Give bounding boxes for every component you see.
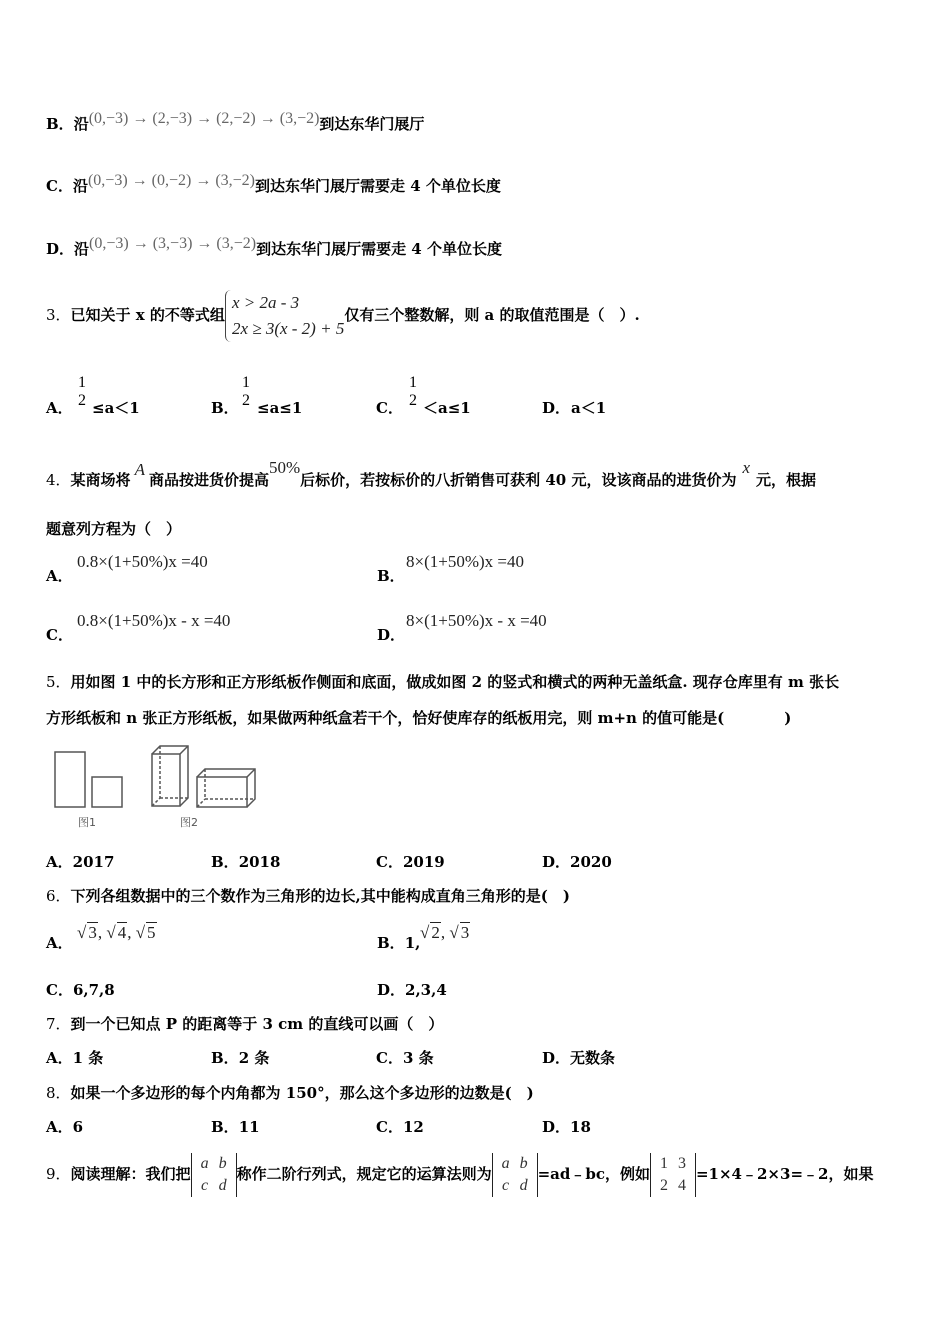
- formula: 8×(1+50%)x =40: [406, 552, 524, 571]
- inequality-system: [225, 290, 344, 342]
- fraction-numerator: 1: [409, 374, 417, 391]
- question-text: 商品按进货价提高: [148, 471, 269, 489]
- question-number: 6．: [46, 887, 71, 905]
- fraction-numerator: 1: [242, 374, 250, 391]
- q5-stem-line1: [46, 672, 839, 692]
- option-label: B．: [377, 567, 405, 585]
- radicand: 5: [147, 923, 156, 942]
- q2-option-c: [46, 172, 501, 197]
- q4-stem: [46, 458, 817, 490]
- determinant-abcd: [191, 1153, 237, 1197]
- square-board: [92, 777, 122, 807]
- question-text: 称作二阶行列式，规定它的运算法则为: [236, 1165, 492, 1183]
- question-number: 4．: [46, 471, 71, 489]
- option-text: 1,: [404, 934, 421, 952]
- vertical-box: [152, 746, 188, 806]
- det-cell: d: [218, 1177, 227, 1194]
- fraction-denominator: 2: [78, 392, 86, 409]
- radicand: 3: [88, 923, 97, 942]
- question-text: 后标价，若按标价的八折销售可获利 40 元，设该商品的进货价为: [300, 471, 737, 489]
- option-text: 11: [238, 1118, 260, 1136]
- option-label: C．: [376, 1049, 403, 1067]
- question-text: =ad﹣bc，例如: [537, 1165, 650, 1183]
- option-text: 6,7,8: [72, 981, 115, 999]
- option-label: A．: [46, 567, 73, 585]
- fraction-denominator: 2: [242, 392, 250, 409]
- option-text: 2020: [570, 853, 612, 871]
- formula: 0.8×(1+50%)x - x =40: [77, 611, 231, 630]
- det-cell: a: [501, 1155, 510, 1172]
- option-c: [376, 852, 445, 872]
- option-text: 2019: [402, 853, 445, 871]
- determinant-rule: [492, 1153, 538, 1197]
- q6-option-c: [46, 980, 115, 1000]
- option-text: a＜1: [571, 399, 607, 417]
- q6-option-b: [377, 933, 420, 953]
- q3-stem: [46, 290, 640, 342]
- q6-option-d: [377, 980, 447, 1000]
- det-cell: 4: [677, 1177, 686, 1194]
- option-label: C．: [46, 177, 73, 195]
- option-label: D．: [377, 626, 406, 644]
- option-text: 无数条: [570, 1049, 616, 1067]
- coordinate-path: (0,−3) → (2,−3) → (2,−2) → (3,−2): [88, 110, 320, 127]
- question-number: 8．: [46, 1084, 71, 1102]
- fraction: [242, 374, 250, 410]
- det-cell: d: [519, 1177, 528, 1194]
- option-label: B．: [211, 1049, 239, 1067]
- option-label: D．: [377, 981, 406, 999]
- option-prefix: 沿: [73, 115, 89, 133]
- question-text: 到一个已知点 P 的距离等于 3 cm 的直线可以画（ ）: [70, 1015, 444, 1033]
- percentage: 50%: [268, 458, 301, 477]
- option-text: 2017: [72, 853, 115, 871]
- question-text: 某商场将: [70, 471, 131, 489]
- option-d: [542, 1048, 615, 1068]
- option-label: A．: [46, 934, 73, 952]
- q4-option-d: [377, 625, 405, 645]
- question-text: 阅读理解：我们把: [70, 1165, 191, 1183]
- option-label: B．: [211, 853, 239, 871]
- option-text: 到达东华门展厅需要走 4 个单位长度: [256, 240, 502, 258]
- variable-a: A: [134, 460, 145, 479]
- option-label: A．: [46, 399, 73, 417]
- fraction-numerator: 1: [78, 374, 86, 391]
- formula: 8×(1+50%)x - x =40: [406, 611, 547, 630]
- option-label: A．: [46, 853, 73, 871]
- option-label: C．: [376, 853, 403, 871]
- det-cell: a: [200, 1155, 209, 1172]
- sqrt-list-a: √ 3, √ 4, √ 5: [77, 923, 156, 942]
- formula: 0.8×(1+50%)x =40: [77, 552, 208, 571]
- option-prefix: 沿: [72, 177, 88, 195]
- option-c: [376, 1117, 424, 1137]
- q4-option-c: [46, 625, 73, 645]
- option-label: A．: [46, 1118, 73, 1136]
- option-label: C．: [376, 399, 403, 417]
- radicand: 2: [431, 923, 440, 942]
- radicand: 4: [117, 923, 127, 942]
- option-text: 到达东华门展厅需要走 4 个单位长度: [255, 177, 501, 195]
- det-cell: 2: [659, 1177, 668, 1194]
- q4-stem-line2: 题意列方程为（ ）: [46, 520, 182, 538]
- inequality-2: 2x ≥ 3(x - 2) + 5: [231, 319, 345, 338]
- option-text: ≤a≤1: [257, 399, 303, 417]
- option-text: 2 条: [238, 1049, 270, 1067]
- radicand: 3: [460, 923, 470, 942]
- option-label: B．: [46, 115, 74, 133]
- figure1-caption: 图1: [78, 816, 96, 829]
- figure2-caption: 图2: [180, 816, 198, 829]
- option-label: D．: [542, 1118, 571, 1136]
- fraction: [78, 374, 86, 410]
- option-b: [211, 1048, 269, 1068]
- det-cell: c: [201, 1177, 209, 1194]
- option-label: D．: [542, 1049, 571, 1067]
- option-d: [542, 1117, 591, 1137]
- option-label: C．: [376, 1118, 403, 1136]
- determinant-example: [650, 1153, 696, 1197]
- det-cell: b: [218, 1155, 227, 1172]
- q6-option-a: [46, 933, 73, 953]
- q2-option-d: [46, 235, 502, 260]
- det-cell: 1: [659, 1155, 668, 1172]
- option-label: A．: [46, 1049, 73, 1067]
- q4-option-a: [46, 566, 73, 586]
- coordinate-path: (0,−3) → (0,−2) → (3,−2): [87, 172, 256, 189]
- coordinate-path: (0,−3) → (3,−3) → (3,−2): [89, 235, 257, 252]
- option-a: [46, 1048, 103, 1068]
- option-text: ≤a＜1: [92, 399, 140, 417]
- rectangle-board: [55, 752, 85, 807]
- det-cell: b: [519, 1155, 528, 1172]
- option-label: D．: [542, 853, 571, 871]
- question-text: 元，根据: [756, 471, 817, 489]
- option-label: D．: [46, 240, 75, 258]
- option-b: [211, 1117, 260, 1137]
- option-label: B．: [211, 399, 239, 417]
- option-text: 12: [402, 1118, 424, 1136]
- option-label: B．: [377, 934, 405, 952]
- question-number: 7．: [46, 1015, 71, 1033]
- option-label: C．: [46, 981, 73, 999]
- sqrt-list-b: √ 2, √ 3: [420, 923, 470, 942]
- question-text: 下列各组数据中的三个数作为三角形的边长,其中能构成直角三角形的是( ): [70, 887, 570, 905]
- option-text: ＜a≤1: [423, 399, 471, 417]
- variable-x: x: [742, 458, 751, 477]
- option-text: 3 条: [402, 1049, 434, 1067]
- question-text: 如果一个多边形的每个内角都为 150°，那么这个多边形的边数是( ): [70, 1084, 534, 1102]
- option-text: 6: [72, 1118, 84, 1136]
- option-prefix: 沿: [74, 240, 90, 258]
- question-number: 9．: [46, 1165, 71, 1183]
- q7-stem: [46, 1014, 443, 1034]
- option-label: B．: [211, 1118, 239, 1136]
- box-figures: [50, 742, 265, 832]
- question-number: 5．: [46, 673, 71, 691]
- option-b: [211, 852, 280, 872]
- fraction-denominator: 2: [409, 392, 417, 409]
- option-text: 2,3,4: [405, 981, 447, 999]
- question-number: 3．: [46, 306, 71, 324]
- option-label: C．: [46, 626, 73, 644]
- q6-stem: [46, 886, 570, 906]
- det-cell: c: [502, 1177, 510, 1194]
- inequality-1: x > 2a - 3: [231, 293, 300, 312]
- option-text: 2018: [238, 853, 281, 871]
- q4-option-b: [377, 566, 405, 586]
- option-a: [46, 852, 114, 872]
- q2-option-b: [46, 110, 425, 135]
- question-text: =1×4﹣2×3=﹣2，如果: [695, 1165, 874, 1183]
- question-text: 仅有三个整数解，则 a 的取值范围是（ ）.: [344, 306, 640, 324]
- option-text: 1 条: [72, 1049, 104, 1067]
- q5-stem-line2: 方形纸板和 n 张正方形纸板，如果做两种纸盒若干个，恰好使库存的纸板用完，则 m+n 的值可能是( ): [46, 709, 792, 727]
- option-c: [376, 1048, 434, 1068]
- fraction: [409, 374, 417, 410]
- q9-stem: [46, 1153, 873, 1197]
- question-text: 用如图 1 中的长方形和正方形纸板作侧面和底面，做成如图 2 的竖式和横式的两种无盖纸盒. 现存仓库里有 m 张长: [70, 673, 840, 691]
- det-cell: 3: [677, 1155, 686, 1172]
- option-text: 18: [570, 1118, 591, 1136]
- question-text: 已知关于 x 的不等式组: [70, 306, 225, 324]
- option-label: D．: [542, 399, 571, 417]
- option-d: [542, 852, 612, 872]
- horizontal-box: [197, 769, 255, 807]
- option-text: 到达东华门展厅: [319, 115, 425, 133]
- q8-stem: [46, 1083, 534, 1103]
- option-a: [46, 1117, 83, 1137]
